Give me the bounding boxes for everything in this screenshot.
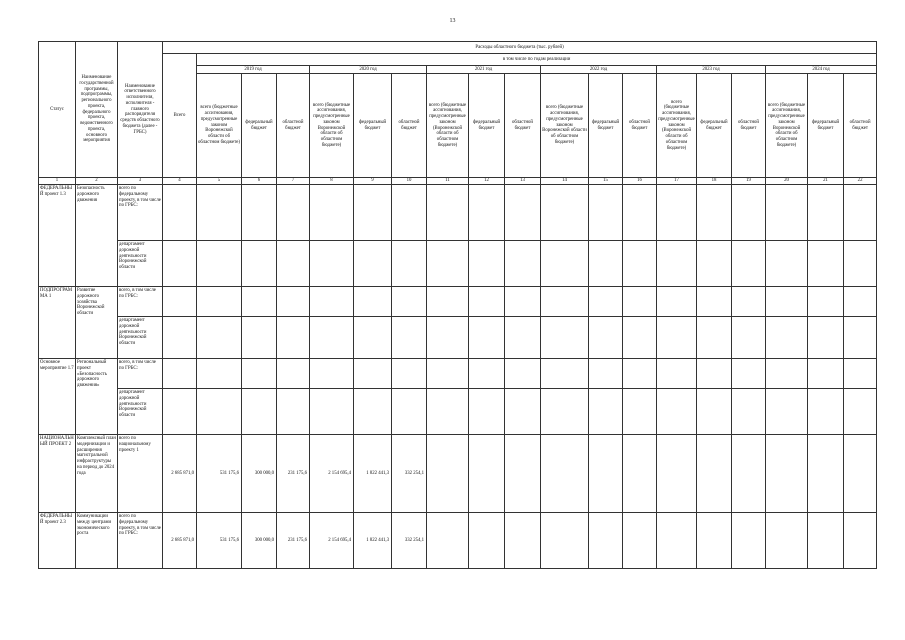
column-number: 4 [163,178,197,185]
value-cell [657,317,697,359]
header-expenses: Расходы областного бюджета (тыс. рублей) [163,42,877,54]
value-cell [697,513,732,569]
value-cell: 2 154 695,4 [310,435,354,513]
value-cell [732,435,766,513]
value-cell: 332 254,1 [392,435,427,513]
value-cell [808,317,844,359]
budget-table [38,41,877,569]
table-row [39,359,877,389]
value-cell [697,389,732,435]
value-cell [697,359,732,389]
value-cell [766,513,808,569]
value-cell [392,241,427,287]
value-cell [657,513,697,569]
year-header: 2023 год [657,66,766,74]
value-cell [505,287,541,317]
header-status: Статус [39,42,76,178]
value-cell [732,317,766,359]
value-cell [697,317,732,359]
row-name: Комплексный план модернизации и расширения магистральной инфраструктуры на период до 2024 года [76,435,118,513]
year-header: 2022 год [541,66,657,74]
subcol-header: областной бюджет [505,74,541,178]
year-header: 2024 год [766,66,877,74]
value-cell [242,287,277,317]
table-row [39,389,877,435]
subcol-header: всего (бюджетные ассигнования, предусмотренные законом (Воронежской области об областном бюджете) [657,74,697,178]
row-grbs: департамент дорожной деятельности Воронежской области [118,317,163,359]
value-cell [541,389,589,435]
subcol-header: федеральный бюджет [242,74,277,178]
value-cell [505,185,541,241]
column-number: 21 [808,178,844,185]
value-cell [732,241,766,287]
row-name: Безопасность дорожного движения [76,185,118,287]
value-cell [844,287,877,317]
value-cell [589,185,623,241]
value-cell [505,317,541,359]
value-cell [277,185,310,241]
value-cell [732,513,766,569]
subcol-header: всего (бюджетные ассигнования, предусмотренные законом (Воронежской области об областном бюджете) [427,74,469,178]
column-number: 3 [118,178,163,185]
year-header: 2020 год [310,66,427,74]
subcol-header: федеральный бюджет [469,74,505,178]
value-cell [505,359,541,389]
subcol-header: федеральный бюджет [354,74,392,178]
column-number: 2 [76,178,118,185]
value-cell [354,185,392,241]
subcol-header: областной бюджет [277,74,310,178]
value-cell [541,435,589,513]
value-cell [354,317,392,359]
value-cell [427,317,469,359]
row-status: Основное мероприятие 1.7 [39,359,76,435]
value-cell [277,317,310,359]
value-cell [505,435,541,513]
value-cell [766,435,808,513]
column-number: 14 [541,178,589,185]
value-cell [589,317,623,359]
value-cell [589,389,623,435]
value-cell [623,359,657,389]
value-cell [697,287,732,317]
value-cell [427,435,469,513]
value-cell [242,389,277,435]
value-cell [541,241,589,287]
value-cell [469,359,505,389]
value-cell [310,287,354,317]
value-cell [541,185,589,241]
row-name: Развитие дорожного хозяйства Воронежской области [76,287,118,359]
value-cell [589,287,623,317]
subcol-header: областной бюджет [392,74,427,178]
value-cell: 531 175,6 [197,513,242,569]
row-grbs: всего, в том числе по ГРБС: [118,287,163,317]
value-cell [354,389,392,435]
value-cell: 300 000,0 [242,435,277,513]
value-cell [469,185,505,241]
value-cell [427,185,469,241]
value-cell [392,287,427,317]
value-cell [310,359,354,389]
value-cell: 1 822 441,3 [354,435,392,513]
value-cell [392,185,427,241]
header-grbs: Наименование ответственного исполнителя, исполнителя - главного распорядителя средств областного бюджета (далее - ГРБС) [118,42,163,178]
value-cell [242,241,277,287]
value-cell [623,513,657,569]
row-grbs: всего по федеральному проекту, в том числе по ГРБС: [118,185,163,241]
column-number: 18 [697,178,732,185]
column-number: 17 [657,178,697,185]
value-cell [469,435,505,513]
value-cell [310,241,354,287]
value-cell [589,435,623,513]
value-cell [732,389,766,435]
value-cell: 300 000,0 [242,513,277,569]
value-cell [623,287,657,317]
header-name: Наименование государственной программы, подпрограммы, регионального проекта, федерального проекта, ведомственного проекта, основного мероприятия [76,42,118,178]
value-cell [808,389,844,435]
column-number: 10 [392,178,427,185]
value-cell [242,185,277,241]
column-number: 8 [310,178,354,185]
value-cell [844,435,877,513]
value-cell [808,241,844,287]
value-cell [766,317,808,359]
column-number: 12 [469,178,505,185]
value-cell [844,185,877,241]
value-cell [197,317,242,359]
value-cell [657,185,697,241]
value-cell [505,241,541,287]
subcol-header: всего (бюджетные ассигнования, предусмотренные законом Воронежской области об областном бюджете) [197,74,242,178]
value-cell [354,241,392,287]
column-number: 13 [505,178,541,185]
value-cell [197,287,242,317]
value-cell [623,185,657,241]
value-cell [310,317,354,359]
row-status: ФЕДЕРАЛЬНЫЙ проект 2.3 [39,513,76,569]
column-number: 11 [427,178,469,185]
column-number: 6 [242,178,277,185]
table-row [39,435,877,513]
subcol-header: областной бюджет [623,74,657,178]
value-cell [541,359,589,389]
value-cell [808,185,844,241]
value-cell [541,317,589,359]
subcol-header: областной бюджет [844,74,877,178]
column-number: 15 [589,178,623,185]
value-cell [505,513,541,569]
column-number: 20 [766,178,808,185]
value-cell [844,317,877,359]
value-cell [844,359,877,389]
column-number: 5 [197,178,242,185]
value-cell [697,241,732,287]
value-cell [732,287,766,317]
value-cell [354,287,392,317]
value-cell [277,389,310,435]
row-status: ПОДПРОГРАММА 1 [39,287,76,359]
value-cell: 2 685 871,0 [163,435,197,513]
value-cell: 231 175,6 [277,435,310,513]
value-cell [766,359,808,389]
value-cell [197,241,242,287]
subcol-header: всего (бюджетные ассигнования, предусмотренные законом Воронежской области об областном бюджете) [541,74,589,178]
value-cell [697,185,732,241]
value-cell [277,241,310,287]
value-cell [623,241,657,287]
value-cell [392,389,427,435]
value-cell [163,317,197,359]
value-cell [589,241,623,287]
row-grbs: департамент дорожной деятельности Воронежской области [118,241,163,287]
value-cell [163,287,197,317]
value-cell [844,241,877,287]
value-cell: 1 822 441,3 [354,513,392,569]
value-cell [163,389,197,435]
value-cell [197,185,242,241]
value-cell [427,359,469,389]
row-status: ФЕДЕРАЛЬНЫЙ проект 1.3 [39,185,76,287]
value-cell [657,435,697,513]
table-row [39,241,877,287]
value-cell [277,359,310,389]
value-cell [657,359,697,389]
value-cell [197,359,242,389]
row-grbs: департамент дорожной деятельности Воронежской области [118,389,163,435]
value-cell [469,241,505,287]
value-cell: 332 254,1 [392,513,427,569]
subcol-header: всего (бюджетные ассигнования, предусмотренные законом Воронежской области об областном бюджете) [766,74,808,178]
subcol-header: всего (бюджетные ассигнования, предусмотренные законом Воронежской области об областном бюджете) [310,74,354,178]
subcol-header: федеральный бюджет [808,74,844,178]
row-name: Региональный проект «Безопасность дорожного движения» [76,359,118,435]
value-cell: 2 154 695,4 [310,513,354,569]
value-cell [163,185,197,241]
value-cell [242,359,277,389]
value-cell [732,185,766,241]
value-cell [589,359,623,389]
subcol-header: федеральный бюджет [697,74,732,178]
value-cell [242,317,277,359]
header-by-year: в том числе по годам реализации [197,54,877,66]
value-cell [589,513,623,569]
column-number: 7 [277,178,310,185]
value-cell [392,359,427,389]
value-cell [541,287,589,317]
value-cell [163,359,197,389]
value-cell [427,389,469,435]
value-cell [505,389,541,435]
value-cell [766,241,808,287]
value-cell [427,241,469,287]
table-row [39,513,877,569]
value-cell [163,241,197,287]
value-cell [310,389,354,435]
value-cell [808,435,844,513]
column-number: 19 [732,178,766,185]
value-cell [277,287,310,317]
column-number: 9 [354,178,392,185]
value-cell [469,389,505,435]
column-number: 22 [844,178,877,185]
value-cell [766,389,808,435]
row-grbs: всего по национальному проекту 1 [118,435,163,513]
value-cell [844,513,877,569]
table-row [39,317,877,359]
value-cell [469,317,505,359]
value-cell [732,359,766,389]
subcol-header: федеральный бюджет [589,74,623,178]
value-cell [766,287,808,317]
value-cell [623,389,657,435]
year-header: 2019 год [197,66,310,74]
value-cell [766,185,808,241]
value-cell: 531 175,6 [197,435,242,513]
value-cell: 231 175,6 [277,513,310,569]
value-cell [697,435,732,513]
value-cell [197,389,242,435]
value-cell [808,513,844,569]
table-row [39,185,877,241]
row-grbs: всего по федеральному проекту, в том числе по ГРБС: [118,513,163,569]
year-header: 2021 год [427,66,541,74]
value-cell [310,185,354,241]
value-cell [392,317,427,359]
value-cell [657,241,697,287]
value-cell [844,389,877,435]
value-cell [469,513,505,569]
value-cell [427,513,469,569]
value-cell [808,359,844,389]
column-number: 16 [623,178,657,185]
subcol-header: областной бюджет [732,74,766,178]
value-cell [623,435,657,513]
value-cell [657,389,697,435]
row-grbs: всего, в том числе по ГРБС: [118,359,163,389]
value-cell [808,287,844,317]
value-cell [469,287,505,317]
value-cell [623,317,657,359]
value-cell [427,287,469,317]
row-status: НАЦИОНАЛЬНЫЙ ПРОЕКТ 2 [39,435,76,513]
header-total: Всего [163,54,197,178]
row-name: Коммуникации между центрами экономического роста [76,513,118,569]
page-number: 13 [449,18,456,24]
value-cell [354,359,392,389]
value-cell [657,287,697,317]
value-cell [541,513,589,569]
column-number: 1 [39,178,76,185]
table-row [39,287,877,317]
value-cell: 2 685 871,0 [163,513,197,569]
